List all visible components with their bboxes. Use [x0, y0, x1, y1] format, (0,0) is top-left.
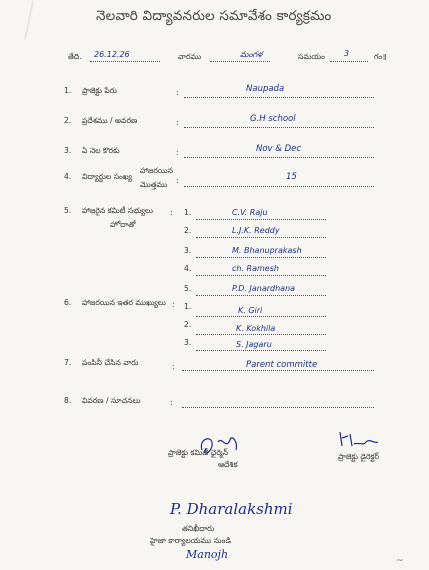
chairman-sub: ఆదేశిక [218, 460, 238, 469]
inspector-caption: తనిఖీదారు [182, 524, 215, 533]
colon: : [176, 118, 179, 127]
time-unit: గం॥ [374, 52, 387, 61]
member-name: M. Bhanuprakash [232, 246, 302, 255]
member-line [196, 334, 326, 335]
value-line [184, 186, 374, 187]
member-line [196, 316, 326, 317]
member-number: 5. [184, 284, 192, 293]
director-signature [336, 428, 380, 450]
member-name: K. Kokhila [236, 324, 276, 333]
row-label: పంపినీ చేసిన వారు [82, 358, 139, 367]
inspector-signature-2: Manojh [186, 548, 229, 561]
project-name-value: Naupada [246, 84, 285, 94]
inspector-signature-name: P. Dharalakshmi [170, 500, 293, 518]
page-title: నెలవారి విద్యావనరుల సమావేశం కార్యక్రమం [96, 8, 332, 24]
committee-label: హాజరైన కమిటీ సభ్యులు [82, 206, 153, 215]
students-count-value: 15 [286, 172, 297, 182]
colon: : [172, 300, 175, 309]
member-line [196, 295, 326, 296]
member-name: P.D. Janardhana [232, 284, 296, 293]
colon: : [176, 148, 179, 157]
date-label: తేది. [68, 52, 82, 61]
member-name: C.V. Raju [232, 208, 268, 217]
colon: : [172, 362, 175, 371]
date-line [90, 61, 160, 62]
scan-mark [24, 0, 34, 40]
row-number: 2. [64, 116, 72, 125]
member-line [196, 350, 326, 351]
member-number: 1. [184, 208, 192, 217]
member-line [196, 257, 326, 258]
row-number: 5. [64, 206, 72, 215]
row-number: 8. [64, 396, 72, 405]
corner-mark: ~ [396, 556, 404, 566]
time-label: సమయం [298, 52, 325, 61]
member-name: S. Jagaru [236, 340, 272, 349]
member-line [196, 275, 326, 276]
director-caption: ప్రాజెక్టు డైరెక్టర్ [338, 452, 379, 461]
row-label: ప్రాజెక్టు పేరు [82, 86, 117, 95]
colon: : [176, 88, 179, 97]
value-line [182, 407, 374, 408]
sender-value: Parent committe [246, 360, 318, 370]
member-line [196, 219, 326, 220]
row-number: 4. [64, 172, 72, 181]
member-number: 3. [184, 338, 192, 347]
committee-label-sub: హోదాతో [110, 220, 136, 229]
row-label-top: హాజరయిన [140, 166, 173, 175]
row-label-bottom: మొత్తము [140, 180, 168, 189]
row-number: 1. [64, 86, 72, 95]
member-number: 1. [184, 302, 192, 311]
time-line [330, 61, 368, 62]
venue-value: G.H school [250, 114, 296, 124]
member-number: 2. [184, 320, 192, 329]
colon: : [170, 208, 173, 217]
day-label: వారము [178, 52, 202, 61]
day-line [210, 61, 270, 62]
value-line [184, 157, 374, 158]
value-line [184, 97, 374, 98]
colon: : [170, 398, 173, 407]
value-line [182, 370, 374, 371]
row-number: 6. [64, 298, 72, 307]
member-name: ch. Ramesh [232, 264, 279, 273]
row-number: 3. [64, 146, 72, 155]
date-value: 26.12.26 [94, 50, 130, 59]
member-number: 4. [184, 264, 192, 273]
member-name: K. Giri [238, 306, 263, 315]
colon: : [176, 176, 179, 185]
member-line [196, 237, 326, 238]
others-label: హాజరయిన ఇతర ముఖ్యులు [82, 298, 166, 307]
member-name: L.J.K. Reddy [232, 226, 280, 235]
month-value: Nov & Dec [256, 144, 302, 154]
inspector-sub: హైజా కార్యాలయము నుండి [150, 536, 232, 545]
member-number: 3. [184, 246, 192, 255]
row-label: విద్యార్థుల సంఖ్య [82, 172, 133, 181]
row-label: ఏ నెల కొరకు [82, 146, 120, 155]
chairman-caption: ప్రాజెక్టు కమిటీ ఛైర్మెన్ [168, 448, 228, 457]
row-number: 7. [64, 358, 72, 367]
row-label: వివరణ / సూచనలు [82, 396, 141, 405]
day-value: మంగళ [240, 50, 263, 59]
value-line [184, 127, 374, 128]
member-number: 2. [184, 226, 192, 235]
time-value: 3 [344, 49, 350, 58]
row-label: ప్రదేశము / అవరణ [82, 116, 138, 125]
